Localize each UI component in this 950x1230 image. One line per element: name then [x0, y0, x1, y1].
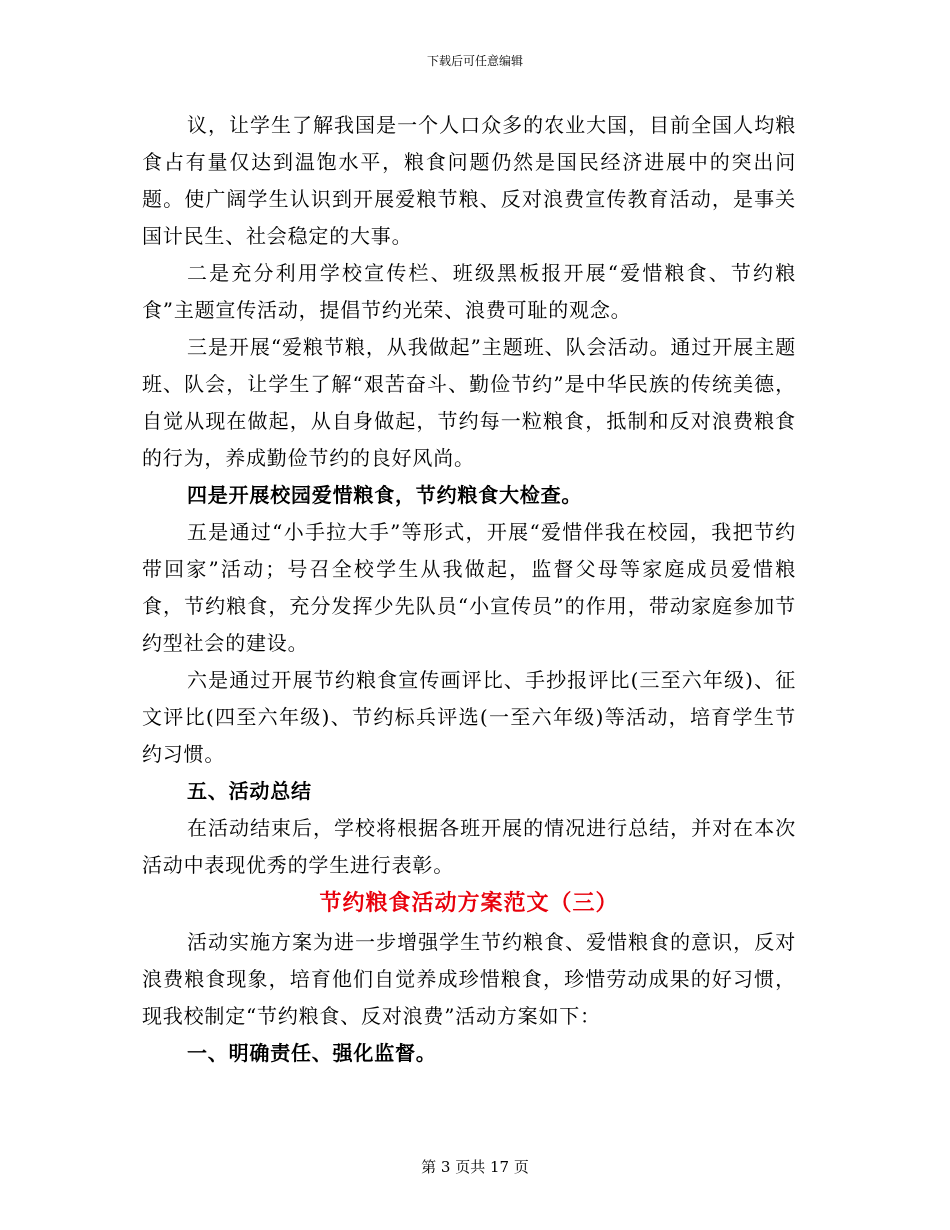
paragraph-5: 五是通过“小手拉大手”等形式，开展“爱惜伴我在校园，我把节约带回家”活动；号召全校学生从我做起，监督父母等家庭成员爱惜粮食，节约粮食，充分发挥少先队员“小宣传员”的作用，带动家庭参加节约型社会的建设。 — [142, 520, 796, 655]
section-title: 节约粮食活动方案范文（三） — [319, 890, 619, 916]
heading-responsibility: 一、明确责任、强化监督。 — [187, 1041, 437, 1065]
page-header: 下载后可任意编辑 — [426, 54, 523, 68]
document-body — [142, 107, 796, 1072]
paragraph-1: 议，让学生了解我国是一个人口众多的农业大国，目前全国人均粮食占有量仅达到温饱水平，粮食问题仍然是国民经济进展中的突出问题。使广阔学生认识到开展爱粮节粮、反对浪费宣传教育活动，是事关国计民生、社会稳定的大事。 — [142, 113, 796, 248]
paragraph-3: 三是开展“爱粮节粮，从我做起”主题班、队会活动。通过开展主题班、队会，让学生了解“艰苦奋斗、勤俭节约”是中华民族的传统美德，自觉从现在做起，从自身做起，节约每一粒粮食，抵制和反对浪费粮食的行为，养成勤俭节约的良好风尚。 — [142, 335, 796, 470]
paragraph-2: 二是充分利用学校宣传栏、班级黑板报开展“爱惜粮食、节约粮食”主题宣传活动，提倡节约光荣、浪费可耻的观念。 — [142, 261, 796, 322]
paragraph-4-bold: 四是开展校园爱惜粮食，节约粮食大检查。 — [187, 483, 583, 507]
heading-activity-summary: 五、活动总结 — [187, 779, 312, 803]
paragraph-8: 活动实施方案为进一步增强学生节约粮食、爱惜粮食的意识，反对浪费粮食现象，培育他们自觉养成珍惜粮食，珍惜劳动成果的好习惯，现我校制定“节约粮食、反对浪费”活动方案如下： — [142, 930, 796, 1028]
paragraph-7: 在活动结束后，学校将根据各班开展的情况进行总结，并对在本次活动中表现优秀的学生进行表彰。 — [142, 816, 796, 877]
page-footer: 第 3 页共 17 页 — [421, 1158, 529, 1176]
paragraph-6: 六是通过开展节约粮食宣传画评比、手抄报评比(三至六年级)、征文评比(四至六年级)、节约标兵评选(一至六年级)等活动，培育学生节约习惯。 — [142, 668, 796, 766]
